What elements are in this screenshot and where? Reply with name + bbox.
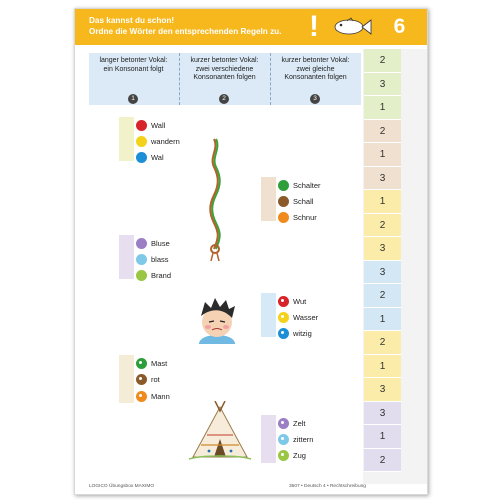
footer-publisher: LOGICO Übungsbox MAXIMO xyxy=(89,484,155,489)
word-dot-icon xyxy=(278,434,289,445)
group-2-color-bar xyxy=(261,177,276,221)
word-dot-icon xyxy=(136,238,147,249)
word-dot-icon xyxy=(136,270,147,281)
rule-1-line-1: langer betonter Vokal: xyxy=(99,57,168,64)
footer-product: 3607 • Deutsch 4 • Rechtschreibung xyxy=(289,484,366,489)
solution-cell: 3 xyxy=(364,167,401,191)
group-4-color-bar xyxy=(261,293,276,337)
word-dot-icon xyxy=(278,196,289,207)
word-label: Zug xyxy=(293,451,306,460)
rule-2-line-1: kurzer betonter Vokal: xyxy=(190,57,259,64)
rule-divider xyxy=(270,53,271,105)
word-label: Schalter xyxy=(293,181,321,190)
word-label: witzig xyxy=(293,329,312,338)
solution-cell: 2 xyxy=(364,49,401,73)
word-label: Schnur xyxy=(293,213,317,222)
word-dot-icon xyxy=(136,152,147,163)
rule-3-line-3: Konsonanten folgen xyxy=(284,74,347,81)
solution-cell: 1 xyxy=(364,143,401,167)
solution-cell: 3 xyxy=(364,378,401,402)
header-bar xyxy=(75,9,427,45)
word-dot-icon xyxy=(278,296,289,307)
group-1-color-bar xyxy=(119,117,134,161)
exclamation-icon: ! xyxy=(309,10,319,43)
solution-cell: 2 xyxy=(364,449,401,473)
solution-cell: 1 xyxy=(364,96,401,120)
rule-3-line-1: kurzer betonter Vokal: xyxy=(281,57,350,64)
solution-cell: 1 xyxy=(364,425,401,449)
word-label: Wal xyxy=(151,153,164,162)
solution-cell: 2 xyxy=(364,284,401,308)
word-label: Bluse xyxy=(151,239,170,248)
rule-2-number: 2 xyxy=(219,94,229,104)
word-dot-icon xyxy=(136,374,147,385)
word-dot-icon xyxy=(136,120,147,131)
rule-1 xyxy=(89,57,178,103)
rule-2-line-3: Konsonanten folgen xyxy=(193,74,256,81)
rule-1-number: 1 xyxy=(128,94,138,104)
task-number: 6 xyxy=(393,15,406,38)
word-dot-icon xyxy=(278,450,289,461)
word-dot-icon xyxy=(136,254,147,265)
solution-cell: 2 xyxy=(364,331,401,355)
title-line-2: Ordne die Wörter den entsprechenden Regeln zu. xyxy=(89,27,282,36)
word-dot-icon xyxy=(278,418,289,429)
solution-cell: 2 xyxy=(364,120,401,144)
word-label: Schall xyxy=(293,197,314,206)
rule-3-number: 3 xyxy=(310,94,320,104)
group-5-color-bar xyxy=(119,355,134,403)
rule-2 xyxy=(180,57,269,103)
group-6-color-bar xyxy=(261,415,276,463)
header-title xyxy=(89,15,281,37)
word-dot-icon xyxy=(278,180,289,191)
child-face-illustration xyxy=(193,294,241,348)
word-dot-icon xyxy=(136,136,147,147)
word-label: Wall xyxy=(151,121,166,130)
word-label: Wut xyxy=(293,297,307,306)
solution-cell: 1 xyxy=(364,355,401,379)
solution-cell: 3 xyxy=(364,237,401,261)
word-label: Mann xyxy=(151,392,170,401)
solution-cell: 3 xyxy=(364,402,401,426)
rule-3 xyxy=(271,57,360,103)
solution-cell: 3 xyxy=(364,73,401,97)
word-dot-icon xyxy=(278,328,289,339)
rope-illustration xyxy=(205,137,227,265)
word-dot-icon xyxy=(278,212,289,223)
word-label: zittern xyxy=(293,435,314,444)
word-label: Wasser xyxy=(293,313,319,322)
word-label: rot xyxy=(151,375,160,384)
word-dot-icon xyxy=(136,391,147,402)
solution-cell: 1 xyxy=(364,190,401,214)
rule-1-line-2: ein Konsonant folgt xyxy=(103,65,164,73)
rules-panel xyxy=(89,53,361,105)
word-dot-icon xyxy=(136,358,147,369)
group-3-color-bar xyxy=(119,235,134,279)
solution-cell: 3 xyxy=(364,261,401,285)
word-label: wandern xyxy=(151,137,180,146)
rule-2-line-2: zwei verschiedene xyxy=(195,65,254,73)
word-dot-icon xyxy=(278,312,289,323)
fish-icon xyxy=(331,16,373,38)
tipi-illustration xyxy=(187,401,253,463)
worksheet-card xyxy=(74,8,428,495)
solution-cell: 2 xyxy=(364,214,401,238)
solution-cell: 1 xyxy=(364,308,401,332)
rule-divider xyxy=(179,53,180,105)
word-label: Brand xyxy=(151,271,172,280)
title-line-1: Das kannst du schon! xyxy=(89,16,175,25)
word-label: Mast xyxy=(151,359,168,368)
word-label: Zelt xyxy=(293,419,306,428)
word-label: blass xyxy=(151,255,169,264)
rule-3-line-2: zwei gleiche xyxy=(296,65,335,73)
